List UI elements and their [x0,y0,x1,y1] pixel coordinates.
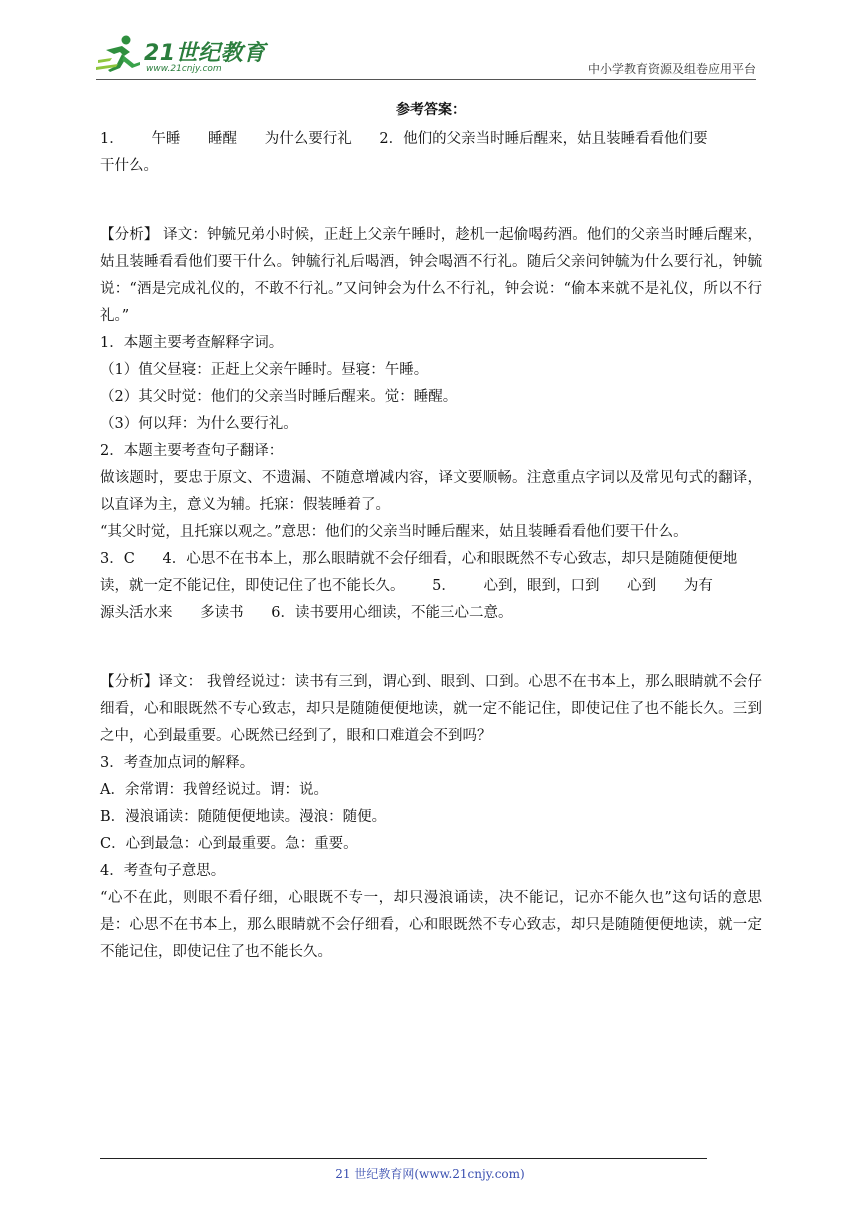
spacer [100,627,762,669]
page-title: 参考答案： [396,102,466,118]
analysis1-item: （2）其父时觉：他们的父亲当时睡后醒来。觉：睡醒。 [100,389,458,405]
logo [96,34,266,78]
answers2-line2: 读，就一定不能记住，即使记住了也不能长久。 5． 心到，眼到，口到 心到 为有 [100,578,713,594]
analysis1-translation: 【分析】 译文：钟毓兄弟小时候，正赶上父亲午睡时，趁机一起偷喝药酒。他们的父亲当时睡后醒来，姑且装睡看看他们要干什么。钟毓行礼后喝酒，钟会喝酒不行礼。随后父亲问钟毓为什么要行礼，钟毓说：“酒是完成礼仪的，不敢不行礼。”又问钟会为什么不行礼，钟会说：“偷本来就不是礼仪，所以不行礼。” [100,227,762,324]
analysis2-translation: 【分析】译文： 我曾经说过：读书有三到，谓心到、眼到、口到。心思不在书本上，那么眼睛就不会仔细看，心和眼既然不专心致志，却只是随随便便地读，就一定不能记住，即使记住了也不能长久。三到之中，心到最重要。心既然已经到了，眼和口难道会不到吗？ [100,674,762,744]
answers2-line1: 3．C 4．心思不在书本上，那么眼睛就不会仔细看，心和眼既然不专心致志，却只是随随便便地 [100,551,738,567]
analysis2-item: 3．考查加点词的解释。 [100,755,255,771]
platform-name: 中小学教育资源及组卷应用平台 [587,62,756,76]
analysis1-item: 1．本题主要考查解释字词。 [100,335,284,351]
analysis1-item: 2．本题主要考查句子翻译： [100,443,284,459]
footer-divider [100,1158,707,1159]
analysis2-item: 4．考查句子意思。 [100,863,226,879]
analysis1-item: （1）值父昼寝：正赶上父亲午睡时。昼寝：午睡。 [100,362,429,378]
answers2-line3: 源头活水来 多读书 6．读书要用心细读，不能三心二意。 [100,605,513,621]
spacer [100,180,762,222]
analysis2-item: A．余常谓：我曾经说过。谓：说。 [100,782,328,798]
page-header [96,30,756,80]
answers1-line1: 1． 午睡 睡醒 为什么要行礼 2．他们的父亲当时睡后醒来，姑且装睡看看他们要 [100,131,708,147]
analysis1-item: （3）何以拜：为什么要行礼。 [100,416,298,432]
page-footer[interactable]: 21 世纪教育网(www.21cnjy.com) [335,1167,525,1181]
analysis1-item: “其父时觉，且托寐以观之。”意思：他们的父亲当时睡后醒来，姑且装睡看看他们要干什么。 [100,524,688,540]
analysis2-item: “心不在此，则眼不看仔细，心眼既不专一，却只漫浪诵读，决不能记，记亦不能久也”这句话的意思是：心思不在书本上，那么眼睛就不会仔细看，心和眼既然不专心致志，却只是随随便便地读，就一定不能记住，即使记住了也不能长久。 [100,890,762,960]
analysis1-item: 做该题时，要忠于原文、不遗漏、不随意增减内容，译文要顺畅。注意重点字词以及常见句式的翻译，以直译为主，意义为辅。托寐：假装睡着了。 [100,470,762,513]
logo-url: www.21cnjy.com [146,64,222,74]
answers1-line2: 干什么。 [100,158,158,174]
runner-logo-icon [96,34,142,74]
header-divider [96,79,756,80]
analysis2-item: B．漫浪诵读：随随便便地读。漫浪：随便。 [100,809,387,825]
document-body [100,97,762,966]
analysis2-item: C．心到最急：心到最重要。急：重要。 [100,836,358,852]
logo-text: 21世纪教育 [144,41,266,66]
